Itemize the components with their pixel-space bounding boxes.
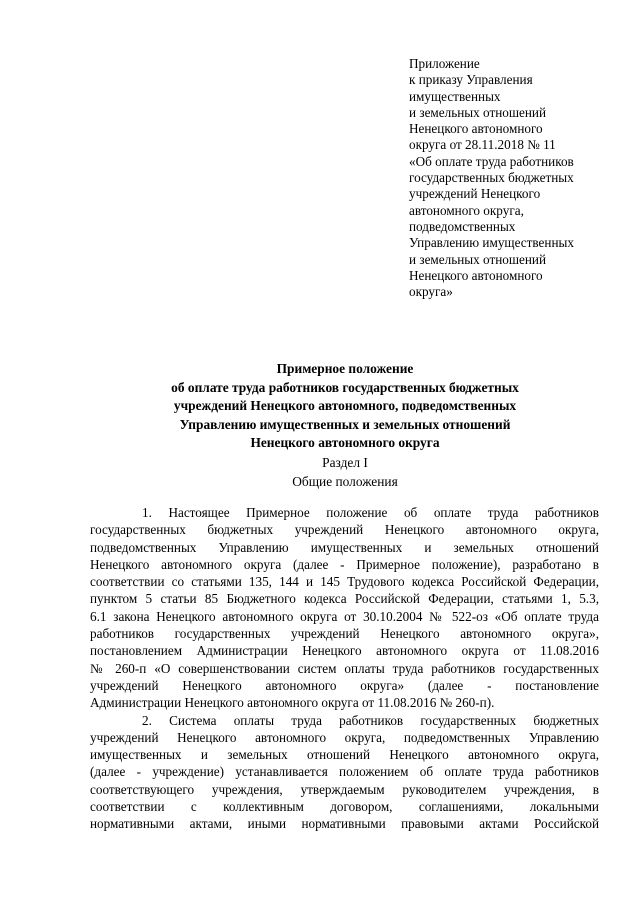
appendix-line: Управлению имущественных [409, 235, 574, 251]
appendix-line: Приложение [409, 56, 480, 71]
document-body [90, 504, 599, 833]
appendix-line: и земельных отношений [409, 104, 547, 120]
paragraph-line: государственных бюджетных учреждений Ненецкого автономного округа, [90, 522, 599, 538]
title-line: Управлению имущественных и земельных отношений [179, 416, 511, 432]
paragraph-line: постановлением Администрации Ненецкого автономного округа от 11.08.2016 [90, 643, 599, 659]
appendix-line: Ненецкого автономного [409, 267, 543, 283]
paragraph-line: 6.1 закона Ненецкого автономного округа от 30.10.2004 № 522-оз «Об оплате труда [90, 608, 599, 624]
paragraph-line: работников государственных учреждений Ненецкого автономного округа», [90, 626, 599, 642]
title-line: учреждений Ненецкого автономного, подведомственных [173, 398, 517, 413]
appendix-line: учреждений Ненецкого [409, 186, 541, 202]
paragraph-line: № 260-п «О совершенствовании систем оплаты труда работников государственных [90, 660, 599, 676]
appendix-line: автономного округа, [409, 202, 524, 218]
appendix-line: к приказу Управления [409, 72, 533, 88]
document-title [100, 360, 590, 453]
paragraph-line: учреждений Ненецкого автономного округа» (далее - постановление [90, 677, 599, 693]
appendix-line: имущественных [409, 88, 501, 104]
paragraph-line: учреждений Ненецкого автономного округа, подведомственных Управлению [90, 729, 599, 745]
paragraph-line: Администрации Ненецкого автономного округа от 11.08.2016 № 260-п). [90, 695, 495, 711]
appendix-line: округа от 28.11.2018 № 11 [409, 137, 556, 153]
paragraph-line: имущественных и земельных отношений Ненецкого автономного округа, [90, 747, 599, 763]
paragraph-line: (далее - учреждение) устанавливается положением об оплате труда работников [90, 764, 599, 780]
section-number: Раздел I [322, 455, 368, 470]
paragraph-line: 1. Настоящее Примерное положение об оплате труда работников [142, 505, 599, 520]
paragraph-line: Ненецкого автономного округа (далее - Примерное положение), разработано в [90, 556, 599, 572]
appendix-line: Ненецкого автономного [409, 121, 543, 137]
paragraph-line: пунктом 5 статьи 85 Бюджетного кодекса Российской Федерации, статьями 1, 5.3, [90, 591, 599, 607]
paragraph-line: соответствии со статьями 135, 144 и 145 Трудового кодекса Российской Федерации, [90, 574, 599, 590]
section-name: Общие положения [292, 473, 398, 489]
appendix-line: и земельных отношений [409, 251, 547, 267]
appendix-line: «Об оплате труда работников [409, 153, 574, 169]
title-line: Ненецкого автономного округа [250, 435, 440, 450]
title-line: Примерное положение [276, 361, 414, 376]
appendix-line: округа» [409, 284, 453, 300]
paragraph-line: соответствии с коллективным договором, соглашениями, локальными [90, 799, 599, 815]
paragraph-line: соответствующего учреждения, утверждаемым руководителем учреждения, в [90, 781, 599, 797]
appendix-line: государственных бюджетных [409, 170, 574, 186]
section-heading [100, 454, 590, 491]
appendix-line: подведомственных [409, 218, 516, 234]
paragraph-1 [90, 504, 599, 712]
paragraph-line: подведомственных Управлению имущественных и земельных отношений [90, 539, 599, 555]
paragraph-line: нормативными актами, иными нормативными правовыми актами Российской [90, 816, 599, 832]
appendix-block [409, 56, 609, 300]
paragraph-2 [90, 712, 599, 833]
title-line: об оплате труда работников государственных бюджетных [171, 379, 519, 395]
paragraph-line: 2. Система оплаты труда работников государственных бюджетных [142, 712, 599, 728]
